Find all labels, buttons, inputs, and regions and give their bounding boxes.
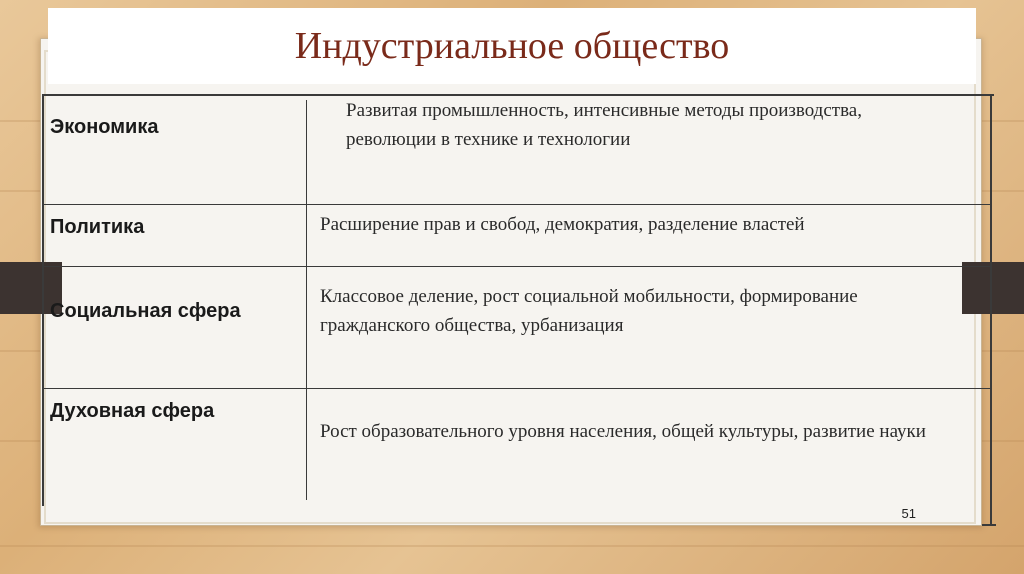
- row-text-spiritual: Рост образовательного уровня населения, общей культуры, развитие науки: [320, 421, 926, 442]
- row-label-spiritual: Духовная сфера: [50, 400, 215, 422]
- row-label-social: Социальная сфера: [50, 300, 241, 322]
- row-separator: [44, 266, 992, 267]
- page-number: 51: [901, 506, 916, 521]
- row-label-politics: Политика: [50, 216, 145, 238]
- row-text-politics: Расширение прав и свобод, демократия, разделение властей: [320, 214, 805, 235]
- row-text-economy: Развитая промышленность, интенсивные методы производства, революции в технике и технологии: [346, 100, 862, 150]
- row-label-economy: Экономика: [50, 116, 159, 138]
- row-separator: [44, 204, 992, 205]
- comparison-table: [42, 94, 994, 522]
- row-separator: [44, 388, 992, 389]
- table-left-border: [42, 94, 44, 506]
- table-bottom-mark: [982, 524, 996, 526]
- table-right-border: [990, 94, 992, 526]
- column-divider: [306, 100, 307, 500]
- row-text-social: Классовое деление, рост социальной мобильности, формирование гражданского общества, урбанизация: [320, 286, 858, 336]
- slide-title: Индустриальное общество: [294, 25, 730, 67]
